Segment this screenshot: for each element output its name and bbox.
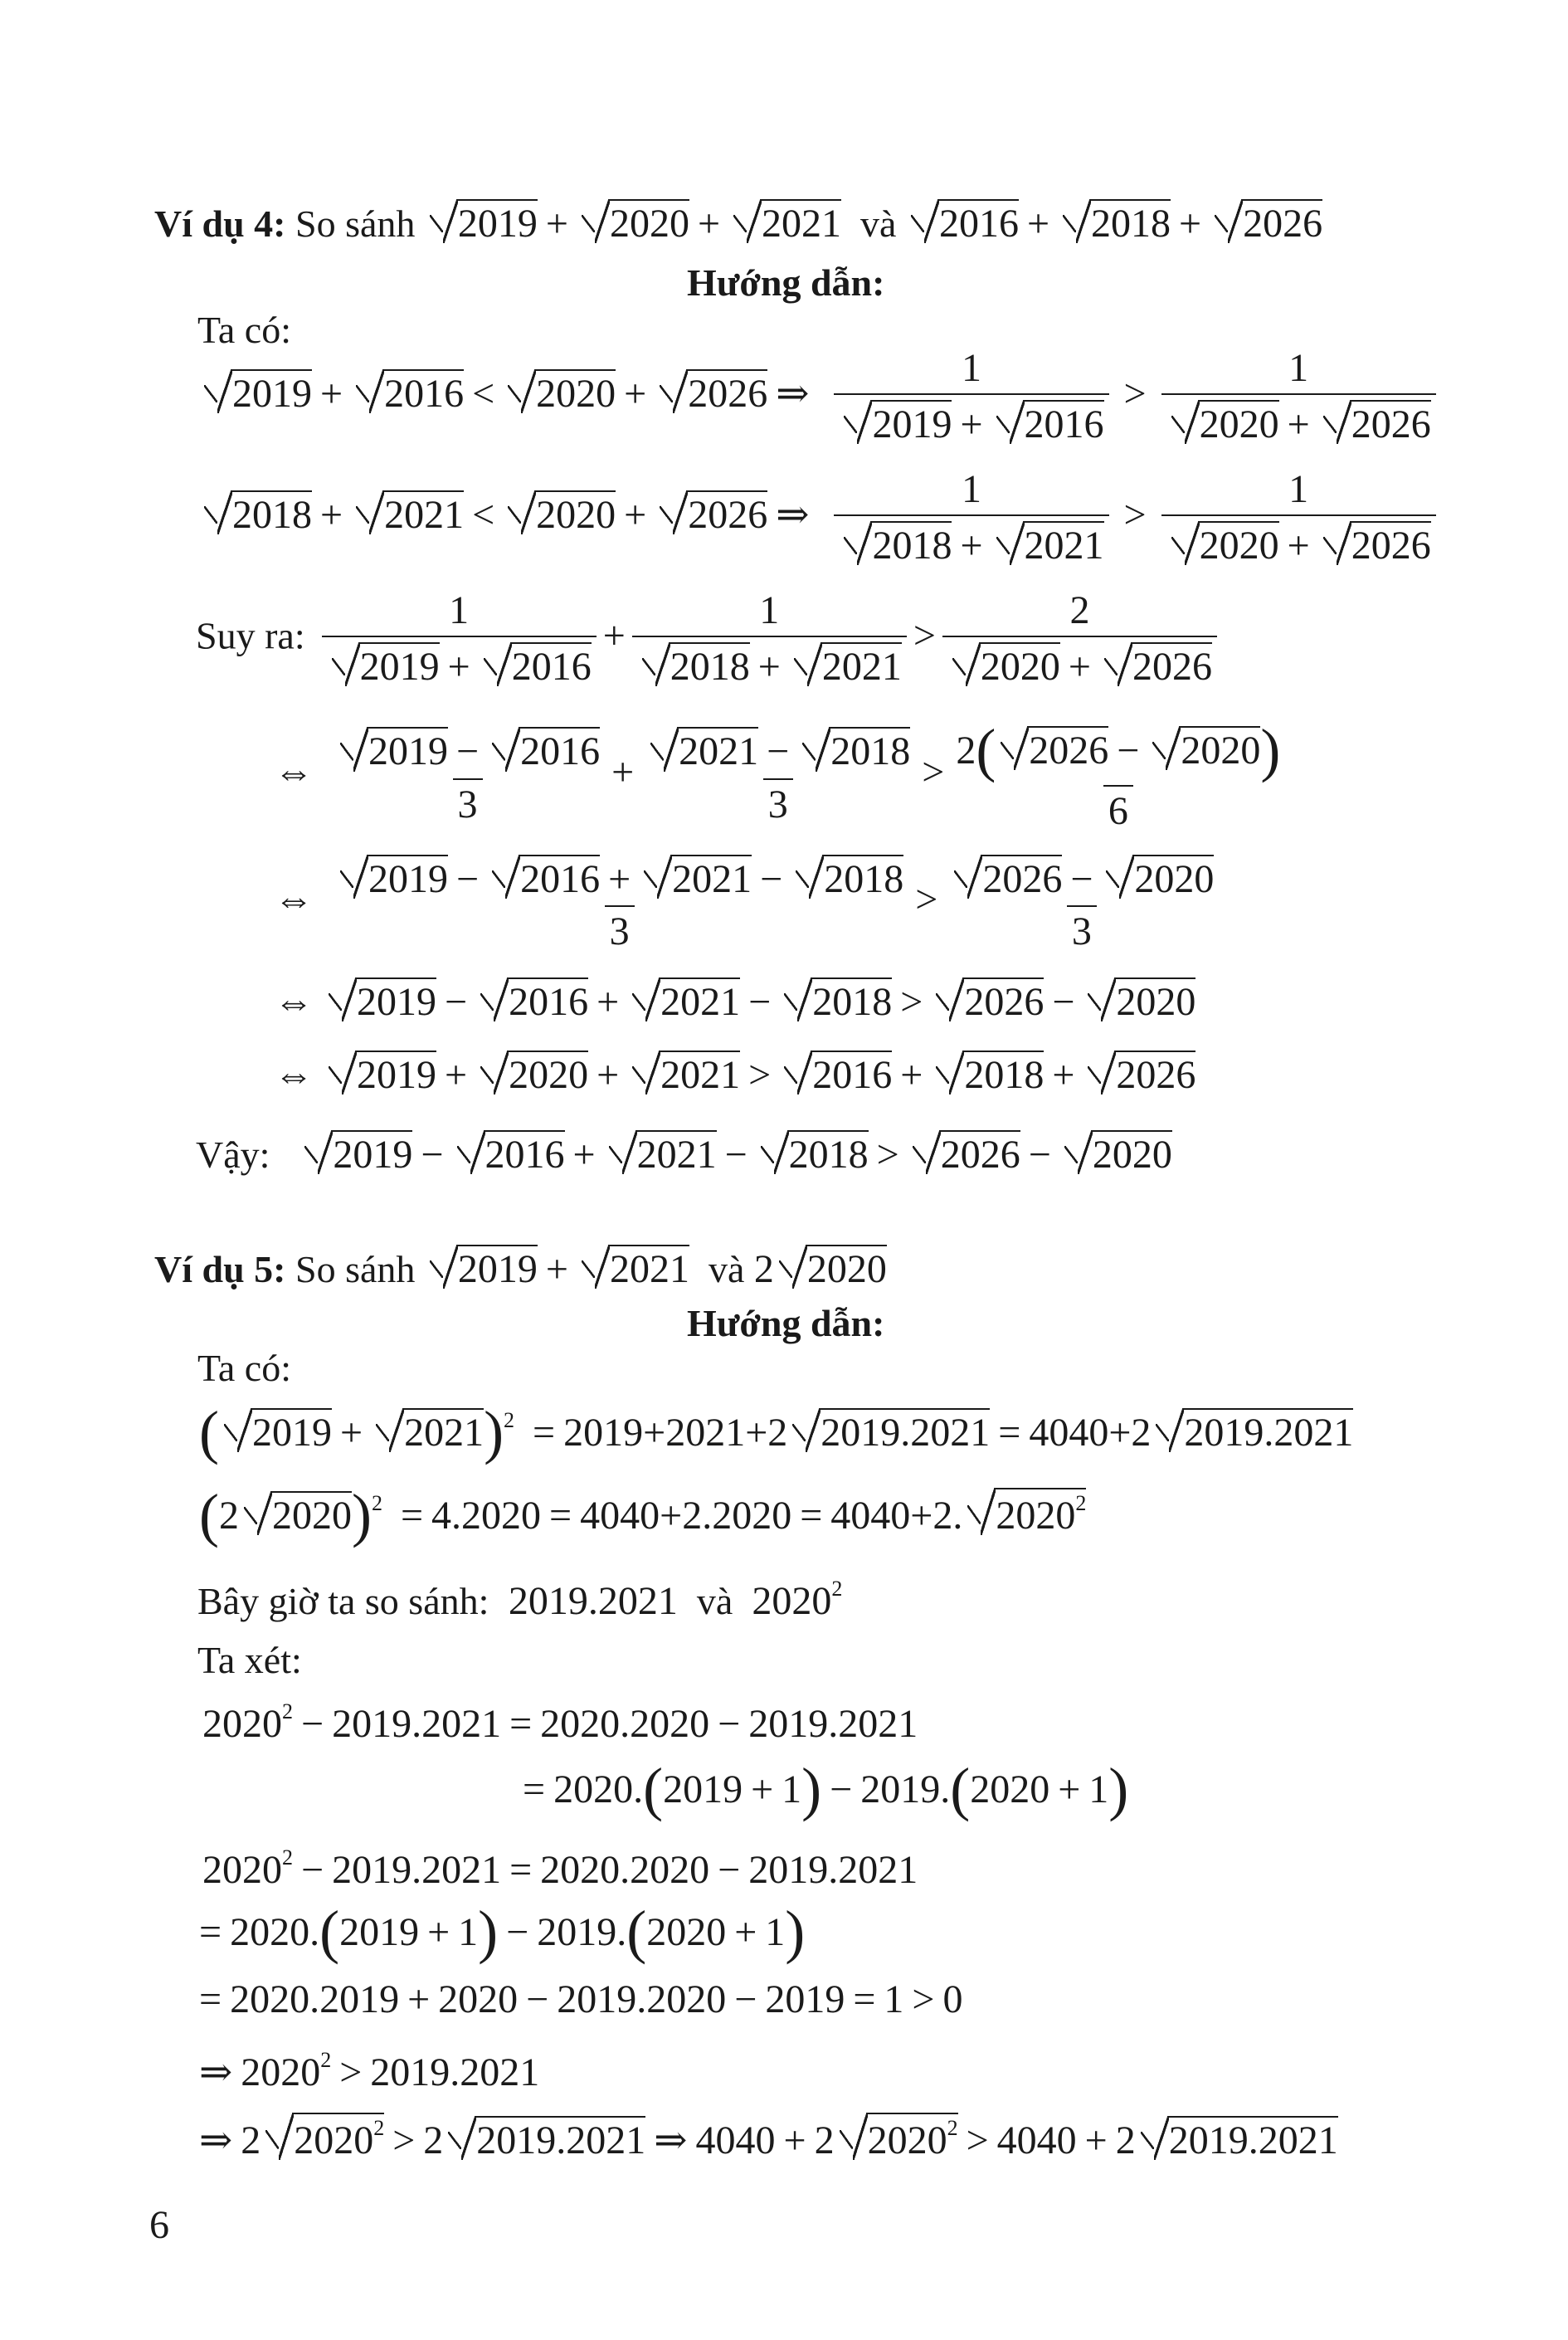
and-word: và [860, 202, 897, 245]
conclusion-line: Vậy: 2019 − 2016 + 2021 − 2018 > 2026 − 2020 [196, 1130, 1172, 1176]
example-4-label: Ví dụ 4: [154, 202, 286, 245]
square-line-2: (2 2020)$^2$ = 4.2020 = 4040+2.2020 = 4040+2. 2020$^2$ [199, 1482, 1087, 1548]
and-word: và [708, 1248, 745, 1290]
square-line-1: ( 2019 + 2021)$^2$ = 2019+2021+2 2019.2021 = 4040+2 2019.2021 [199, 1399, 1354, 1465]
guide-heading: Hướng dẫn: [687, 261, 885, 304]
now-compare-label: Bây giờ ta so sánh: [197, 1580, 489, 1622]
equiv-line-1: ⇔ $\frac{2019 - 2016}{3}$ + $\frac{2021 - 2018}{3}$ > $\frac{2( 2026 - 2020)}{6}$ [274, 717, 1281, 833]
ta-xet-label: Ta xét: [197, 1639, 302, 1681]
example-5-statement: Ví dụ 5: So sánh 2019 + 2021 và 2 2020 [154, 1245, 887, 1290]
calc-line-7: ⇒ 2 $2020^2 > 2$ 2019.2021 ⇒ 4040 + 2 $2020^2 > 4040 + 2$ 2019.2021 [199, 2113, 1338, 2162]
suy-ra-line: Suy ra: $\frac{1}{2019 + 2016}$ + $\frac{1}{2018 + 2021}$ > $\frac{2}{2020 + 2026}$ [196, 591, 1224, 688]
calc-line-4: = 2020.(2019 + 1) − 2019.(2020 + 1) [199, 1899, 806, 1965]
calc-line-3: $2020^2 - 2019.2021 = 2020.2020 - 2019.2021$ [202, 1845, 918, 1892]
suy-ra-label: Suy ra: [196, 614, 305, 657]
inequality-line-2: 2018 + 2021 < 2020 + 2026 ⇒ $\frac{1}{2018 + 2021}$ > $\frac{1}{2020 + 2026}$ [199, 470, 1443, 567]
compare-word: So sánh [295, 1248, 416, 1290]
expression-left: 2019 + 2020 + 2021 [425, 202, 841, 246]
inequality-line-1: 2019 + 2016 < 2020 + 2026 ⇒ $\frac{1}{2019 + 2016}$ > $\frac{1}{2020 + 2026}$ [199, 349, 1443, 446]
ta-co-label-5: Ta có: [197, 1347, 292, 1389]
example-5-label: Ví dụ 5: [154, 1248, 286, 1290]
compare-word: So sánh [295, 202, 416, 245]
calc-line-5: = 2020.2019 + 2020 − 2019.2020 − 2019 = 1 > 0 [199, 1977, 963, 2021]
equiv-line-4: ⇔ 2019 + 2020 + 2021 > 2016 + 2018 + 2026 [274, 1051, 1195, 1096]
page-number: 6 [149, 2203, 169, 2247]
expression-right: 2016 + 2018 + 2026 [906, 202, 1322, 246]
calc-line-6: ⇒ $2020^2 > 2019.2021$ [199, 2048, 540, 2094]
calc-line-2: = 2020.(2019 + 1) − 2019.(2020 + 1) [523, 1756, 1129, 1822]
equiv-line-3: ⇔ 2019 − 2016 + 2021 − 2018 > 2026 − 2020 [274, 977, 1195, 1023]
vay-label: Vậy: [196, 1133, 270, 1176]
now-compare-line: Bây giờ ta so sánh: 2019.2021 và 2020$^2$ [197, 1577, 843, 1623]
guide-heading-5: Hướng dẫn: [687, 1302, 885, 1344]
calc-line-1: $2020^2 - 2019.2021 = 2020.2020 - 2019.2021$ [202, 1699, 918, 1746]
example-4-statement [154, 199, 1322, 245]
equiv-line-2: ⇔ $\frac{2019 - 2016 + 2021 - 2018}{3}$ > $\frac{2026 - 2020}{3}$ [274, 855, 1225, 952]
ta-co-label: Ta có: [197, 309, 292, 351]
